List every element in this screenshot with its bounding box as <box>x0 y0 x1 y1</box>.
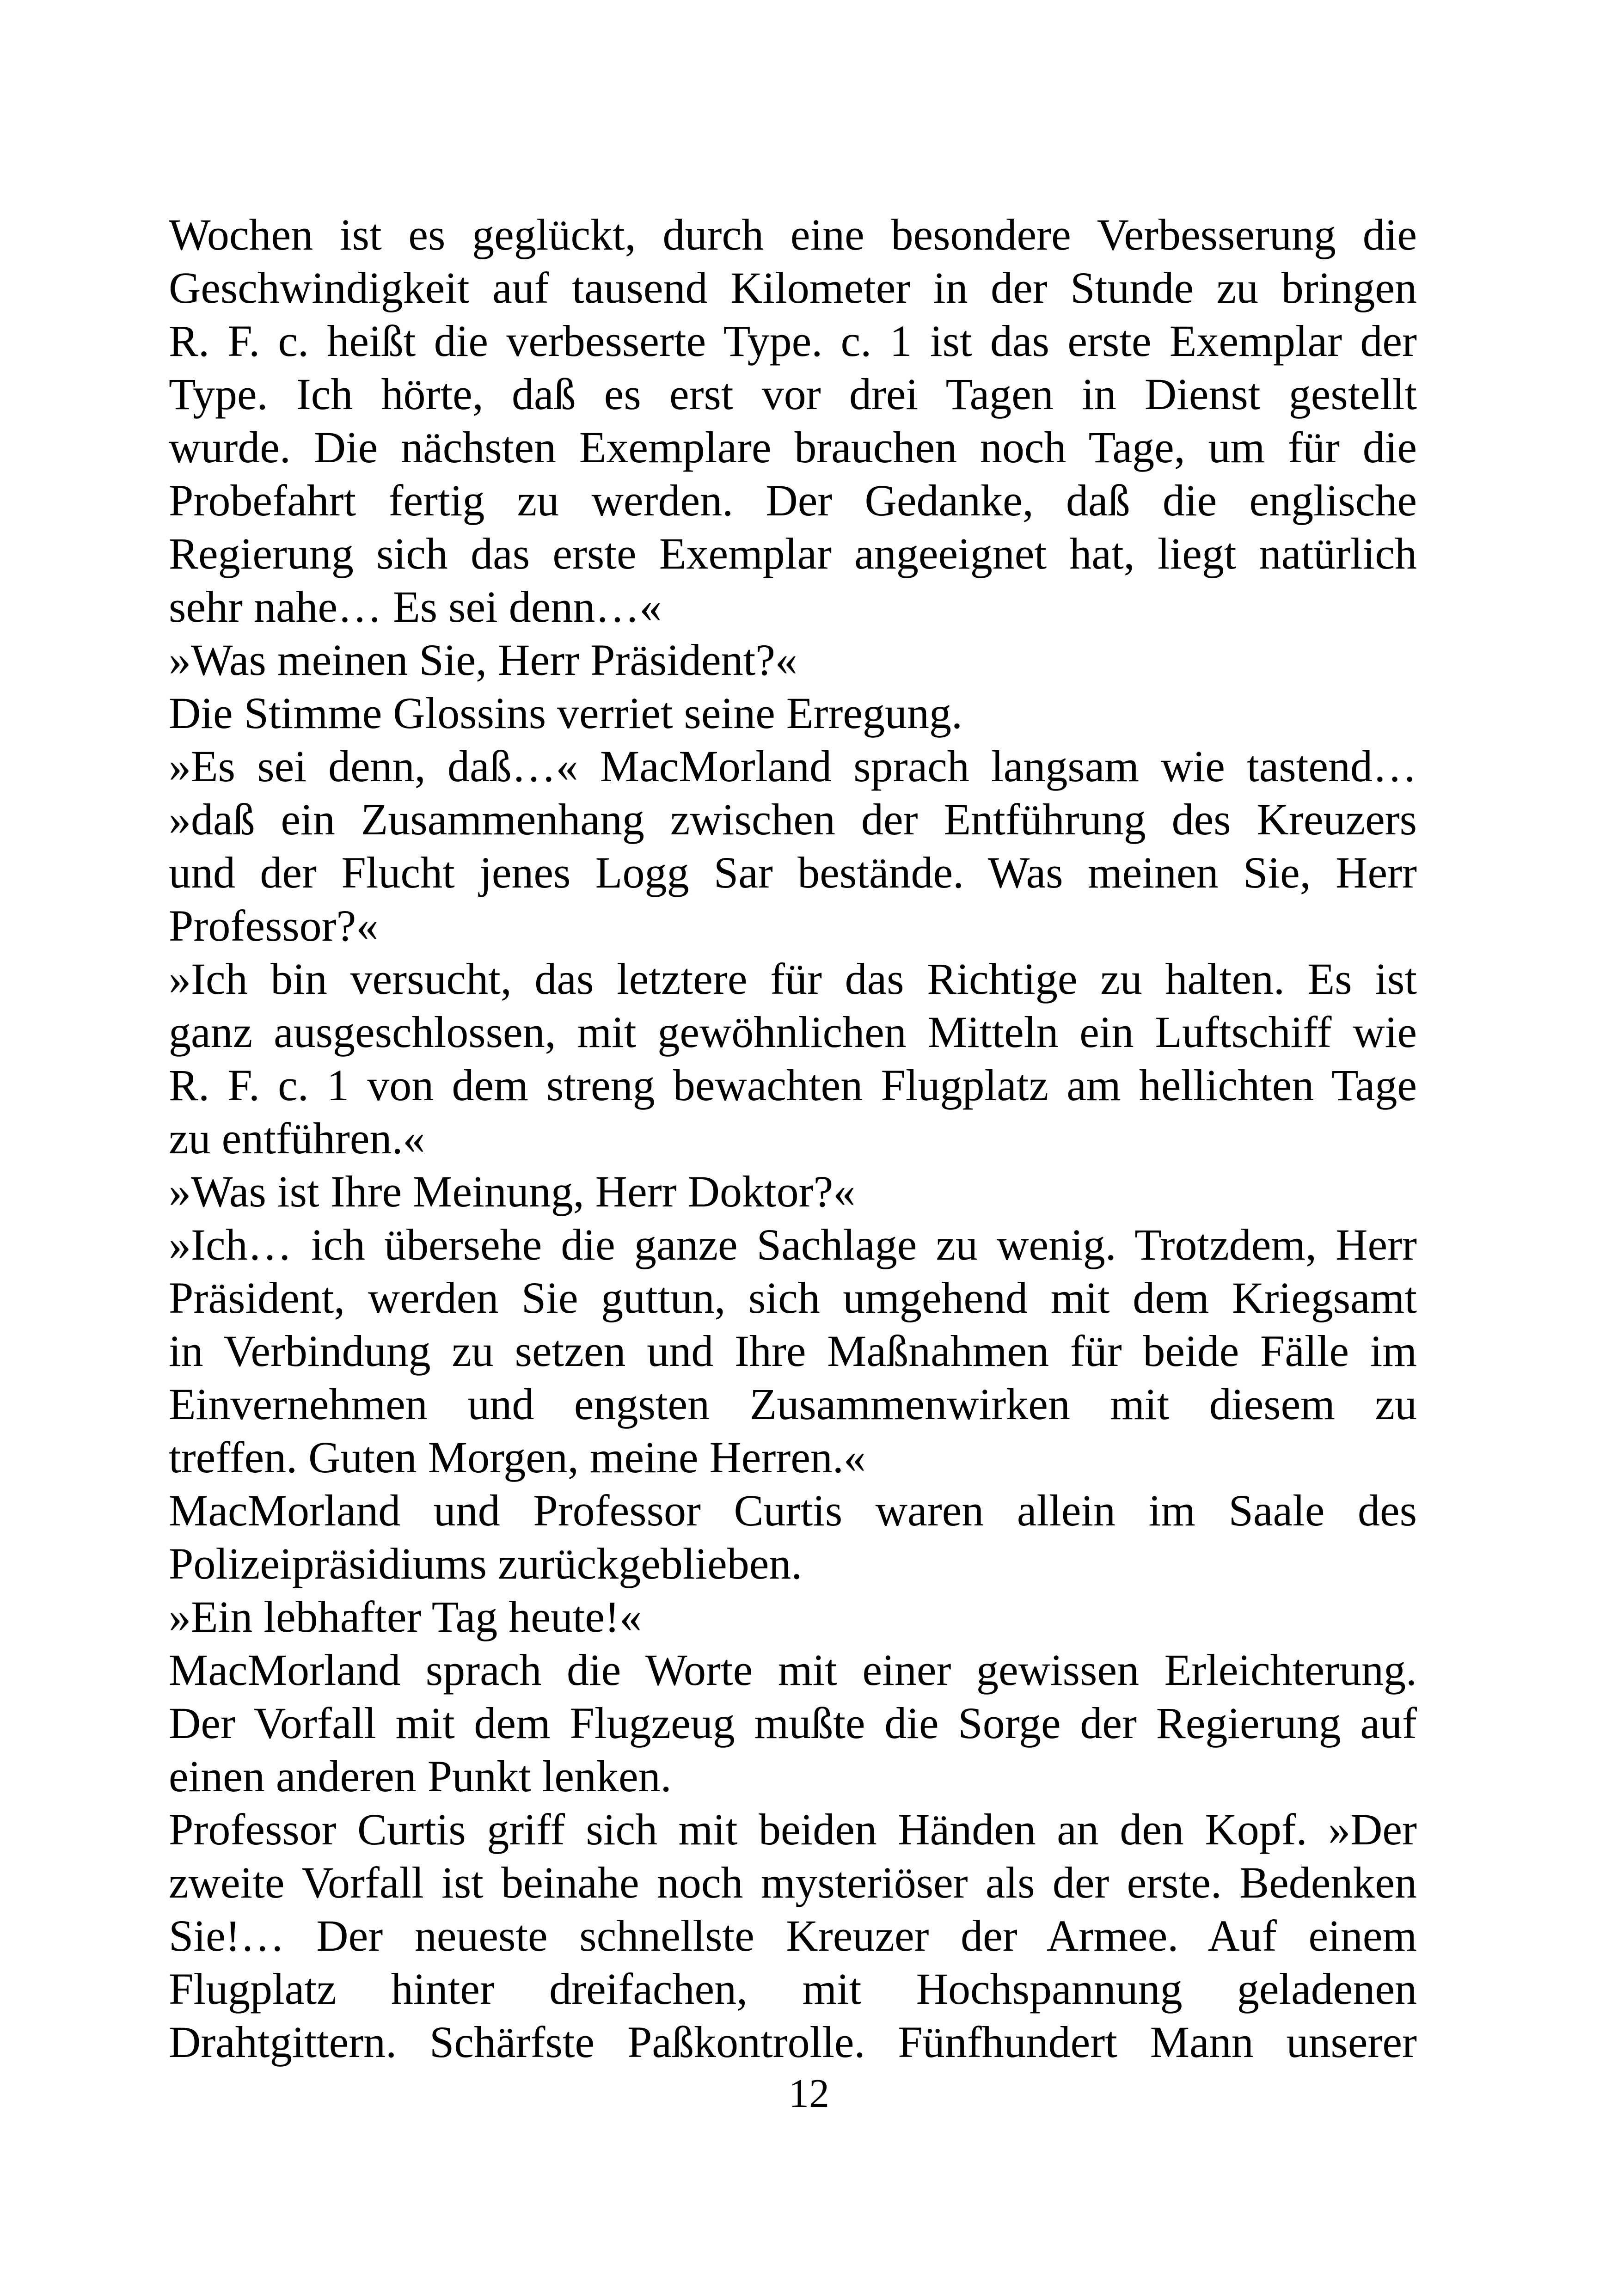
text-line: »Ich bin versucht, das letztere für das Richtige zu halten. Es ist <box>169 954 1417 1004</box>
text-line: einen anderen Punkt lenken. <box>169 1751 672 1801</box>
text-line: R. F. c. 1 von dem streng bewachten Flugplatz am hellichten Tage <box>169 1060 1417 1110</box>
text-line: sehr nahe… Es sei denn…« <box>169 582 662 631</box>
text-line: MacMorland sprach die Worte mit einer gewissen Erleichterung. <box>169 1645 1417 1695</box>
text-line: Geschwindigkeit auf tausend Kilometer in der Stunde zu bringen <box>169 263 1417 312</box>
text-line: MacMorland und Professor Curtis waren allein im Saale des <box>169 1486 1417 1535</box>
text-line: Type. Ich hörte, daß es erst vor drei Tagen in Dienst gestellt <box>169 369 1417 419</box>
text-line: zu entführen.« <box>169 1114 425 1163</box>
text-line: Wochen ist es geglückt, durch eine besondere Verbesserung die <box>169 210 1417 259</box>
text-line: ganz ausgeschlossen, mit gewöhnlichen Mitteln ein Luftschiff wie <box>169 1007 1417 1057</box>
text-line: »Ein lebhafter Tag heute!« <box>169 1592 642 1641</box>
text-line: Präsident, werden Sie guttun, sich umgehend mit dem Kriegsamt <box>169 1273 1417 1322</box>
text-line: Die Stimme Glossins verriet seine Erregung. <box>169 688 962 738</box>
text-line: wurde. Die nächsten Exemplare brauchen noch Tage, um für die <box>169 422 1417 472</box>
text-line: Der Vorfall mit dem Flugzeug mußte die Sorge der Regierung auf <box>169 1698 1417 1748</box>
text-line: Drahtgittern. Schärfste Paßkontrolle. Fünfhundert Mann unserer <box>169 2017 1417 2067</box>
text-line: Probefahrt fertig zu werden. Der Gedanke, daß die englische <box>169 476 1417 525</box>
text-line: »Es sei denn, daß…« MacMorland sprach langsam wie tastend… <box>169 741 1417 791</box>
text-line: in Verbindung zu setzen und Ihre Maßnahmen für beide Fälle im <box>169 1326 1417 1376</box>
text-line: »daß ein Zusammenhang zwischen der Entführung des Kreuzers <box>169 795 1417 844</box>
body-text <box>169 208 1417 2069</box>
page-number: 12 <box>789 2071 829 2116</box>
text-line: und der Flucht jenes Logg Sar bestände. Was meinen Sie, Herr <box>169 848 1417 897</box>
text-line: zweite Vorfall ist beinahe noch mysteriöser als der erste. Bedenken <box>169 1858 1417 1907</box>
text-line: Polizeipräsidiums zurückgeblieben. <box>169 1539 803 1588</box>
text-line: Sie!… Der neueste schnellste Kreuzer der Armee. Auf einem <box>169 1911 1417 1960</box>
text-line: treffen. Guten Morgen, meine Herren.« <box>169 1433 866 1482</box>
text-line: R. F. c. heißt die verbesserte Type. c. 1 ist das erste Exemplar der <box>169 316 1417 366</box>
text-line: »Ich… ich übersehe die ganze Sachlage zu wenig. Trotzdem, Herr <box>169 1220 1417 1269</box>
text-line: Professor Curtis griff sich mit beiden Händen an den Kopf. »Der <box>169 1805 1417 1854</box>
text-line: »Was meinen Sie, Herr Präsident?« <box>169 635 797 685</box>
text-line: »Was ist Ihre Meinung, Herr Doktor?« <box>169 1167 856 1216</box>
text-line: Einvernehmen und engsten Zusammenwirken mit diesem zu <box>169 1379 1417 1429</box>
text-line: Regierung sich das erste Exemplar angeeignet hat, liegt natürlich <box>169 529 1417 578</box>
text-line: Flugplatz hinter dreifachen, mit Hochspannung geladenen <box>169 1964 1417 2014</box>
text-line: Professor?« <box>169 901 379 950</box>
